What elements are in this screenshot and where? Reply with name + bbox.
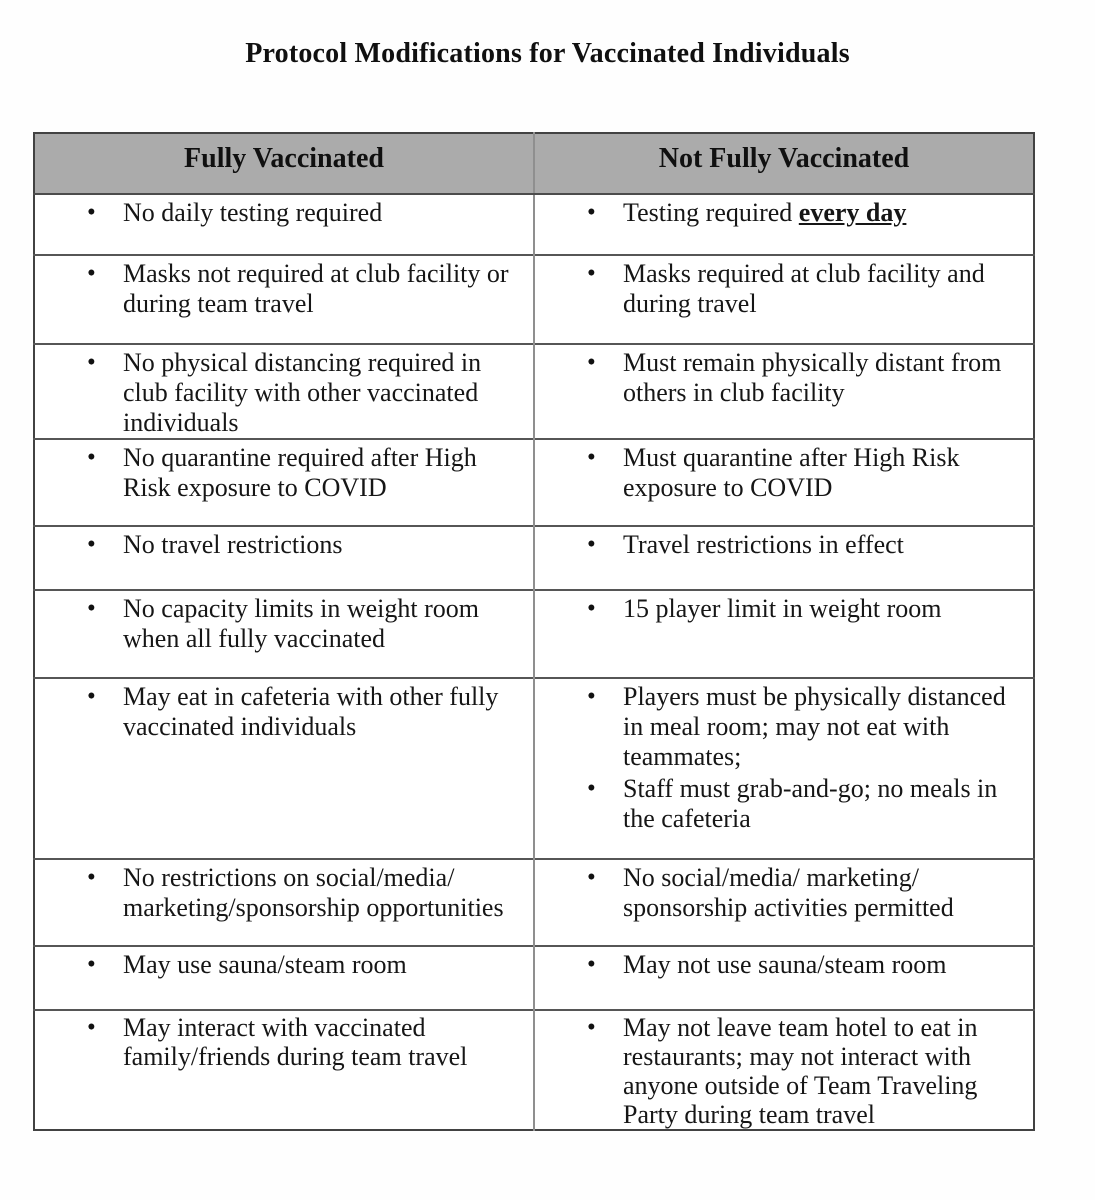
text-line: No physical distancing required in [123,348,482,377]
list-item [535,530,1027,560]
table-row [34,255,1034,344]
bullet-marker: • [87,864,96,891]
bullet-marker: • [587,260,596,287]
text-line: individuals [123,408,239,437]
bullet-marker: • [587,1014,596,1041]
list-item [35,198,527,228]
table-row [34,1010,1034,1130]
list-item [535,682,1027,772]
list-item [35,594,527,654]
bullet-marker: • [87,683,96,710]
text-line: sponsorship activities permitted [623,893,954,922]
cell-not-fully-vaccinated [534,439,1034,526]
text-line: No capacity limits in weight room [123,594,479,623]
bullet-marker: • [87,199,96,226]
cell-fully-vaccinated [34,439,534,526]
list-item [35,1013,527,1071]
cell-not-fully-vaccinated [534,946,1034,1010]
emphasized-text: every day [798,198,907,227]
list-item [535,950,1027,980]
list-item-text [623,1013,978,1129]
text-line: anyone outside of Team Traveling [623,1071,978,1100]
list-item-text [623,774,997,834]
text-line: May interact with vaccinated [123,1013,426,1042]
text-line: when all fully vaccinated [123,624,386,653]
cell-fully-vaccinated [34,344,534,439]
text-line: May not leave team hotel to eat in [623,1013,978,1042]
list-item-text [123,682,498,742]
list-item-text [123,198,382,228]
list-item-text [623,950,947,980]
list-item-text [623,348,1001,408]
list-item [35,348,527,438]
text-line: vaccinated individuals [123,712,357,741]
list-item-text [123,348,481,438]
cell-fully-vaccinated [34,590,534,678]
protocol-table [33,132,1035,1131]
list-item-text [623,682,1006,772]
list-item-text [123,863,504,923]
bullet-marker: • [87,951,96,978]
text-line: club facility with other vaccinated [123,378,479,407]
bullet-marker: • [87,531,96,558]
text-line: the cafeteria [623,804,751,833]
protocol-table-container [33,132,1035,1131]
list-item [35,443,527,503]
text-line: Must quarantine after High Risk [623,443,960,472]
table-row [34,678,1034,859]
bullet-marker: • [587,199,596,226]
bullet-marker: • [587,595,596,622]
text-line: marketing/sponsorship opportunities [123,893,504,922]
cell-not-fully-vaccinated [534,590,1034,678]
text-line: exposure to COVID [623,473,833,502]
list-item [35,863,527,923]
bullet-marker: • [587,951,596,978]
text-line: May not use sauna/steam room [623,950,947,979]
bullet-marker: • [87,1014,96,1041]
cell-fully-vaccinated [34,1010,534,1130]
bullet-marker: • [87,260,96,287]
list-item-text [123,950,407,980]
cell-fully-vaccinated [34,678,534,859]
text-line: No restrictions on social/media/ [123,863,455,892]
text-line: 15 player limit in weight room [623,594,942,623]
text-line [623,198,906,228]
table-row [34,590,1034,678]
text-segment: Testing required [623,198,799,227]
list-item-text [623,259,985,319]
table-row [34,344,1034,439]
list-item-text [123,443,477,503]
text-line: No daily testing required [123,198,383,227]
list-item-text [123,594,479,654]
bullet-marker: • [587,864,596,891]
text-line: family/friends during team travel [123,1042,468,1071]
text-line: Staff must grab-and-go; no meals in [623,774,998,803]
header-cell-not-fully-vaccinated: Not Fully Vaccinated [534,133,1034,194]
text-line: May eat in cafeteria with other fully [123,682,499,711]
bullet-marker: • [587,683,596,710]
text-line: Must remain physically distant from [623,348,1002,377]
table-row [34,439,1034,526]
list-item [535,348,1027,408]
list-item [35,682,527,742]
list-item [535,443,1027,503]
list-item [535,259,1027,319]
table-row [34,194,1034,255]
bullet-marker: • [587,349,596,376]
text-line: Party during team travel [623,1100,875,1129]
bullet-marker: • [87,349,96,376]
table-row [34,946,1034,1010]
cell-not-fully-vaccinated [534,678,1034,859]
text-line: May use sauna/steam room [123,950,407,979]
list-item-text [623,443,960,503]
cell-not-fully-vaccinated [534,859,1034,946]
list-item-text [623,530,904,560]
table-row [34,859,1034,946]
text-line: No social/media/ marketing/ [623,863,920,892]
text-line: during travel [623,289,757,318]
text-line: Risk exposure to COVID [123,473,387,502]
bullet-marker: • [587,444,596,471]
text-line: Masks not required at club facility or [123,259,509,288]
bullet-marker: • [587,775,596,802]
cell-fully-vaccinated [34,526,534,590]
page-title: Protocol Modifications for Vaccinated Individuals [245,38,850,69]
cell-not-fully-vaccinated [534,194,1034,255]
text-line: No quarantine required after High [123,443,477,472]
text-line: during team travel [123,289,314,318]
list-item [535,594,1027,624]
cell-fully-vaccinated [34,255,534,344]
list-item [535,863,1027,923]
list-item [535,774,1027,834]
cell-fully-vaccinated [34,194,534,255]
text-line: No travel restrictions [123,530,343,559]
cell-not-fully-vaccinated [534,344,1034,439]
list-item-text [623,863,954,923]
bullet-marker: • [87,444,96,471]
text-line: Travel restrictions in effect [623,530,904,559]
list-item [535,1013,1027,1129]
list-item-text [123,530,343,560]
table-header-row [34,133,1034,194]
text-line: in meal room; may not eat with [623,712,950,741]
list-item [535,198,1027,228]
bullet-marker: • [87,595,96,622]
list-item [35,259,527,319]
list-item [35,530,527,560]
text-line: others in club facility [623,378,845,407]
list-item [35,950,527,980]
cell-not-fully-vaccinated [534,255,1034,344]
list-item-text [623,594,941,624]
table-row [34,526,1034,590]
cell-not-fully-vaccinated [534,1010,1034,1130]
text-line: Players must be physically distanced [623,682,1006,711]
text-line: Masks required at club facility and [623,259,985,288]
list-item-text [623,198,906,228]
cell-not-fully-vaccinated [534,526,1034,590]
cell-fully-vaccinated [34,946,534,1010]
cell-fully-vaccinated [34,859,534,946]
bullet-marker: • [587,531,596,558]
text-line: restaurants; may not interact with [623,1042,972,1071]
list-item-text [123,1013,467,1071]
header-cell-fully-vaccinated: Fully Vaccinated [34,133,534,194]
list-item-text [123,259,509,319]
text-line: teammates; [623,742,742,771]
